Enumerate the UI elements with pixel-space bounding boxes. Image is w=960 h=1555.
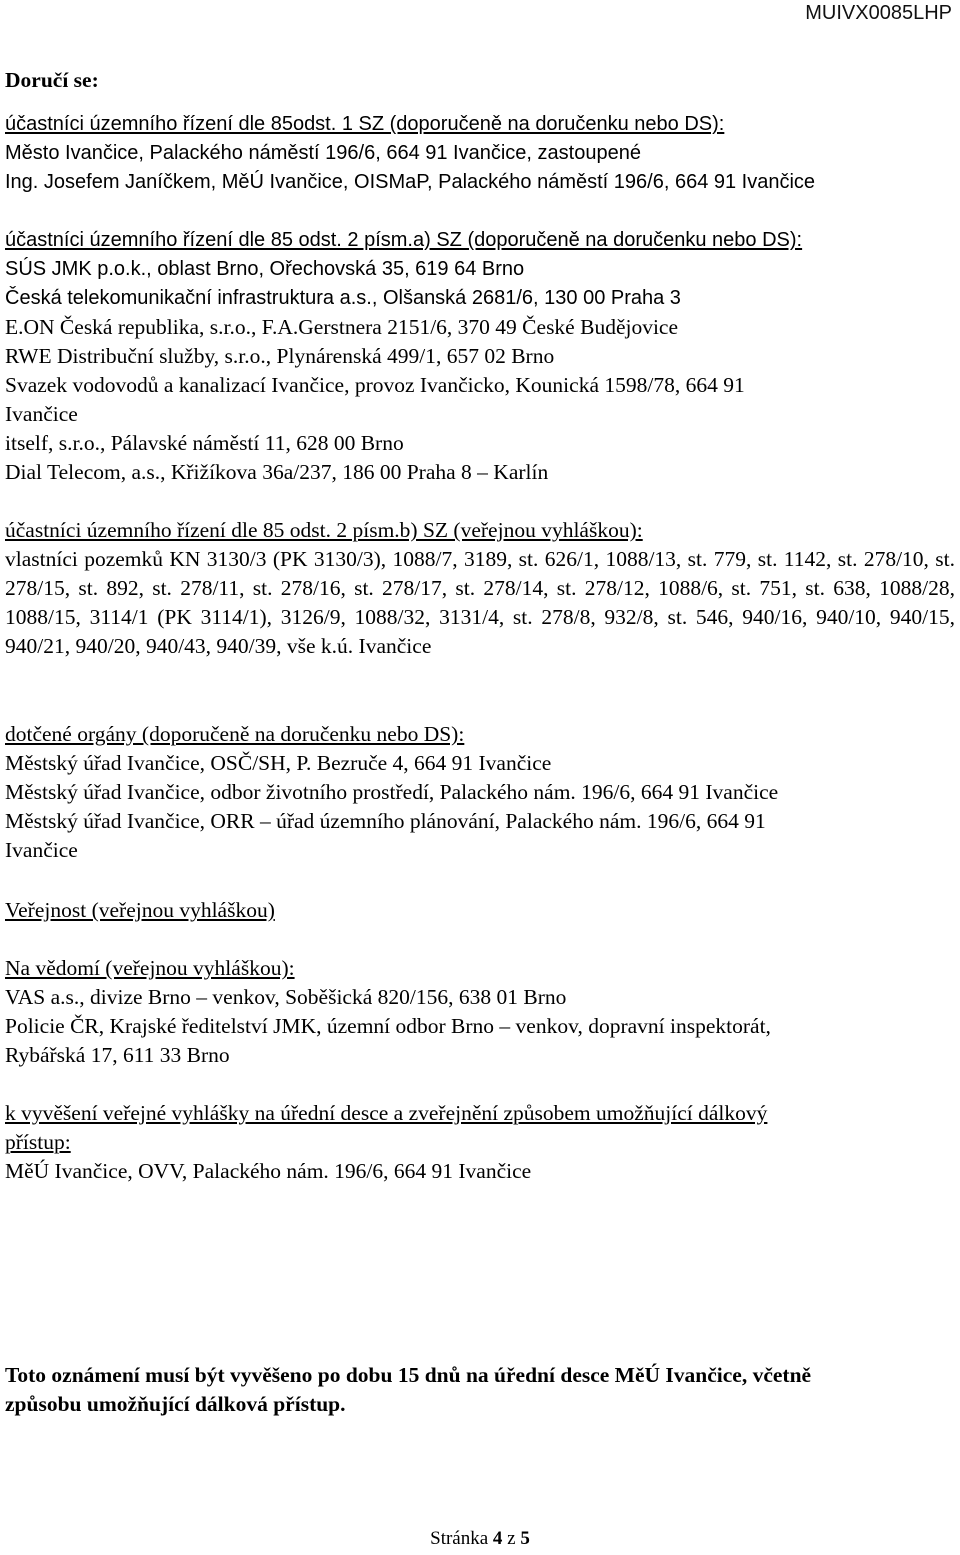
- posting-heading: přístup:: [5, 1130, 71, 1154]
- public-heading: Veřejnost (veřejnou vyhláškou): [5, 898, 275, 922]
- posting-line: MěÚ Ivančice, OVV, Palackého nám. 196/6, 664 91 Ivančice: [5, 1159, 532, 1183]
- notice-line: Toto oznámení musí být vyvěšeno po dobu 15 dnů na úřední desce MěÚ Ivančice, včetně: [5, 1363, 812, 1387]
- of-word: z: [507, 1528, 516, 1549]
- page-footer: [0, 1528, 960, 1550]
- for-info-line: Rybářská 17, 611 33 Brno: [5, 1043, 230, 1067]
- recipient-line: Česká telekomunikační infrastruktura a.s., Olšanská 2681/6, 130 00 Praha 3: [5, 287, 681, 309]
- authority-line: Městský úřad Ivančice, OSČ/SH, P. Bezruče 4, 664 91 Ivančice: [5, 751, 552, 775]
- recipient-line: E.ON Česká republika, s.r.o., F.A.Gerstnera 2151/6, 370 49 České Budějovice: [5, 315, 679, 339]
- document-code: MUIVX0085LHP: [805, 2, 952, 24]
- posting-section: [5, 1099, 955, 1186]
- authorities-section: [5, 720, 955, 865]
- recipient-line: RWE Distribuční služby, s.r.o., Plynárenská 499/1, 657 02 Brno: [5, 344, 555, 368]
- page-total: 5: [520, 1528, 530, 1549]
- deliver-heading: Doručí se:: [5, 68, 99, 92]
- page-word: Stránka: [430, 1528, 489, 1549]
- recipient-line: Dial Telecom, a.s., Křižíkova 36a/237, 186 00 Praha 8 – Karlín: [5, 460, 549, 484]
- section-85-1-line: Město Ivančice, Palackého náměstí 196/6, 664 91 Ivančice, zastoupené: [5, 142, 641, 164]
- recipient-line: Svazek vodovodů a kanalizací Ivančice, provoz Ivančicko, Kounická 1598/78, 664 91: [5, 373, 745, 397]
- section-85-1-line: Ing. Josefem Janíčkem, MěÚ Ivančice, OISMaP, Palackého náměstí 196/6, 664 91 Ivančice: [5, 171, 816, 193]
- for-info-heading: Na vědomí (veřejnou vyhláškou):: [5, 956, 295, 980]
- authority-line: Ivančice: [5, 838, 78, 862]
- for-info-line: Policie ČR, Krajské ředitelství JMK, územní odbor Brno – venkov, dopravní inspektorát,: [5, 1014, 771, 1038]
- for-info-line: VAS a.s., divize Brno – venkov, Soběšická 820/156, 638 01 Brno: [5, 985, 567, 1009]
- parcel-owners-paragraph: vlastníci pozemků KN 3130/3 (PK 3130/3), 1088/7, 3189, st. 626/1, 1088/13, st. 779, st. 1142, st. 278/10, st. 278/15, st. 892, st. 278/11, st. 278/16, st. 278/17, st. 278/14, st. 278/12, 1088/6, st. 751, st. 638, 1088/28, 1088/15, 3114/1 (PK 3114/1), 3126/9, 1088/32, 3131/4, st. 278/8, 932/8, st. 546, 940/16, 940/10, 940/15, 940/21, 940/20, 940/43, 940/39, vše k.ú. Ivančice: [5, 547, 955, 658]
- section-85-1: [5, 110, 955, 197]
- section-85-2b-heading: účastníci územního řízení dle 85 odst. 2 písm.b) SZ (veřejnou vyhláškou):: [5, 518, 643, 542]
- posting-heading: k vyvěšení veřejné vyhlášky na úřední desce a zveřejnění způsobem umožňující dálkový: [5, 1101, 768, 1125]
- for-info-section: [5, 954, 955, 1070]
- notice-line: způsobu umožňující dálková přístup.: [5, 1392, 346, 1416]
- recipient-line: Ivančice: [5, 402, 78, 426]
- authority-line: Městský úřad Ivančice, odbor životního prostředí, Palackého nám. 196/6, 664 91 Ivančice: [5, 780, 779, 804]
- recipient-line: itself, s.r.o., Pálavské náměstí 11, 628 00 Brno: [5, 431, 404, 455]
- section-85-1-heading: účastníci územního řízení dle 85odst. 1 SZ (doporučeně na doručenku nebo DS):: [5, 113, 725, 135]
- notice: [5, 1361, 955, 1419]
- section-85-2a-heading: účastníci územního řízení dle 85 odst. 2 písm.a) SZ (doporučeně na doručenku nebo DS):: [5, 229, 803, 251]
- section-85-2b: [5, 516, 955, 661]
- recipient-line: SÚS JMK p.o.k., oblast Brno, Ořechovská 35, 619 64 Brno: [5, 258, 525, 280]
- page-number: 4: [492, 1528, 503, 1549]
- section-85-2a: [5, 226, 955, 487]
- authorities-heading: dotčené orgány (doporučeně na doručenku nebo DS):: [5, 722, 465, 746]
- authority-line: Městský úřad Ivančice, ORR – úřad územního plánování, Palackého nám. 196/6, 664 91: [5, 809, 766, 833]
